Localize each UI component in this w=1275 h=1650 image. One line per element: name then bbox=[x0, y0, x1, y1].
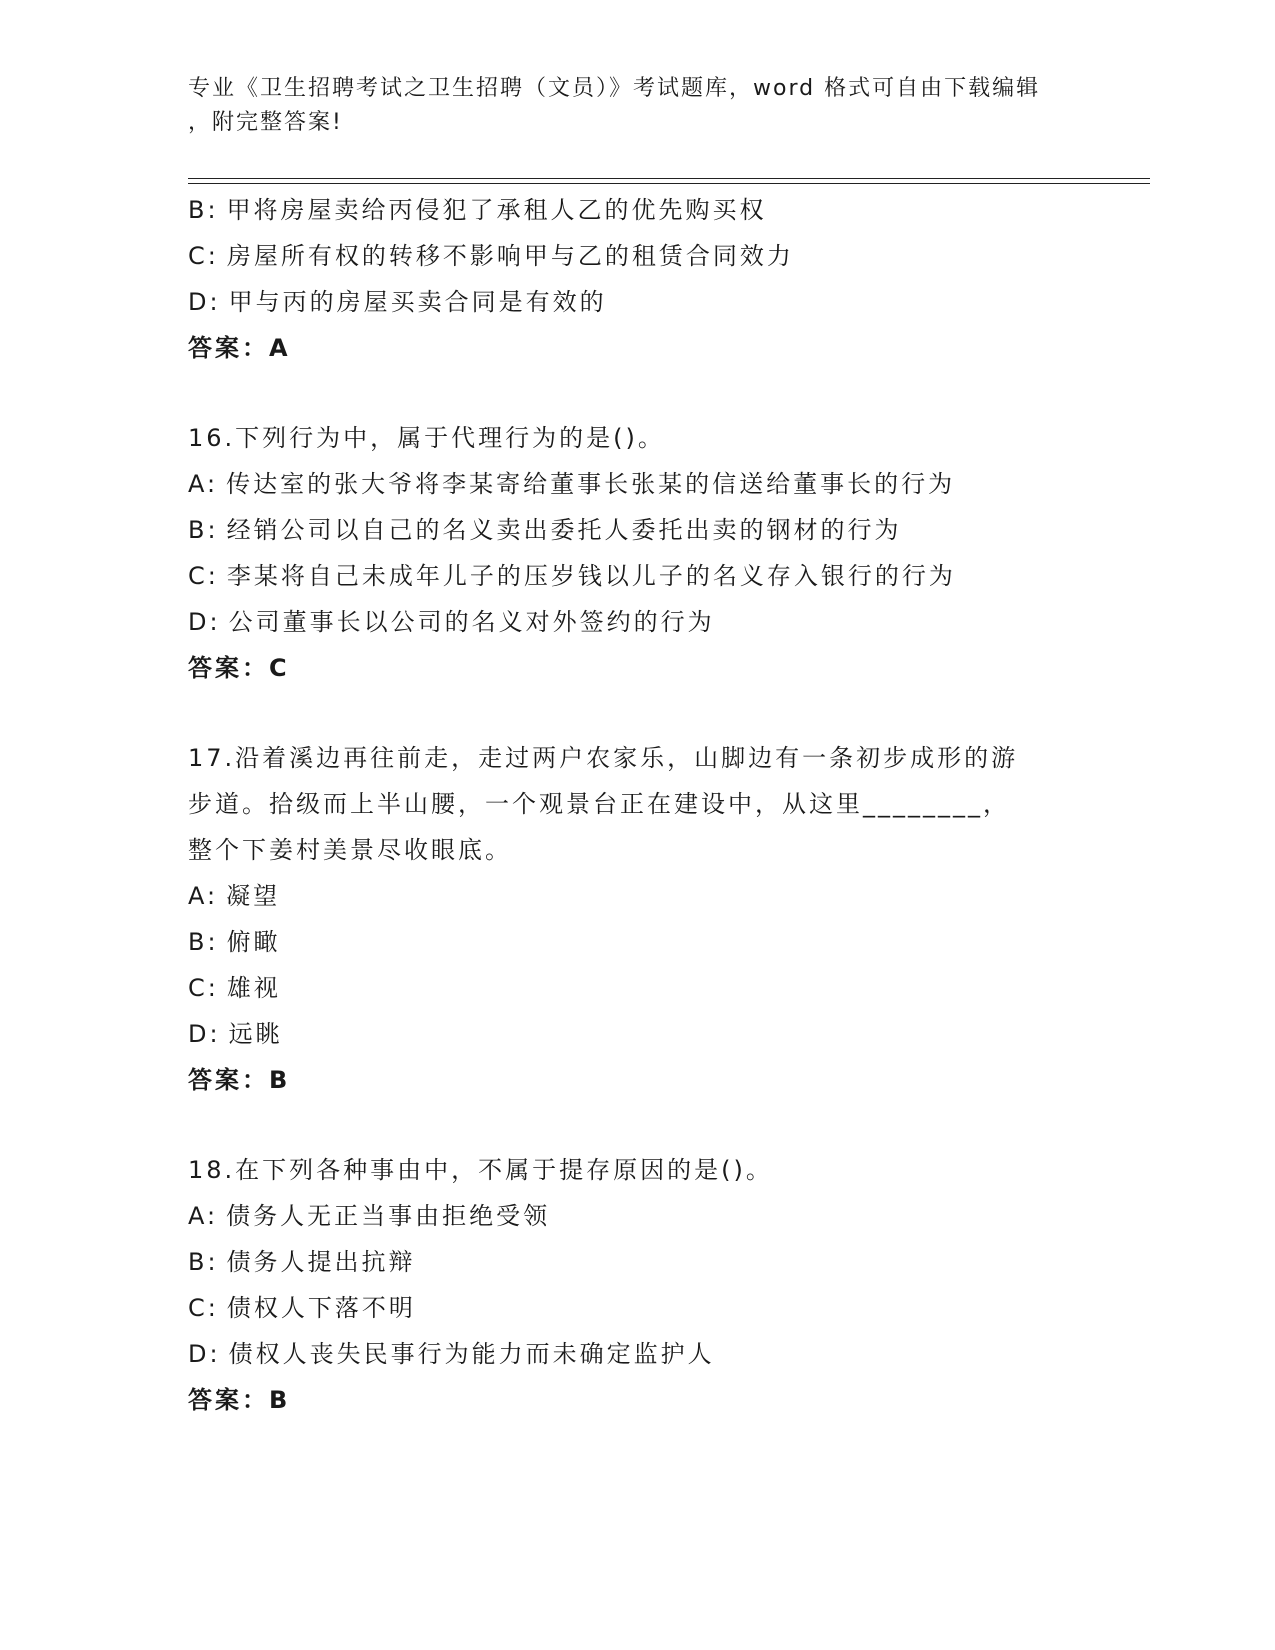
document-header bbox=[188, 72, 1068, 140]
option-d bbox=[188, 599, 1108, 645]
question-content bbox=[188, 187, 1108, 1423]
option-text: 甲将房屋卖给丙侵犯了承租人乙的优先购买权 bbox=[226, 196, 767, 224]
option-label: D: bbox=[188, 1020, 221, 1048]
option-a bbox=[188, 873, 1108, 919]
option-label: C: bbox=[188, 974, 219, 1002]
option-label: D: bbox=[188, 608, 221, 636]
question-stem-line-2: 步道。拾级而上半山腰，一个观景台正在建设中，从这里________， bbox=[188, 790, 1010, 818]
option-b bbox=[188, 507, 1108, 553]
option-a bbox=[188, 461, 1108, 507]
question-stem: 18.在下列各种事由中，不属于提存原因的是()。 bbox=[188, 1156, 773, 1184]
option-label: D: bbox=[188, 1340, 221, 1368]
option-d bbox=[188, 279, 1108, 325]
question-stem-line-1: 17.沿着溪边再往前走，走过两户农家乐，山脚边有一条初步成形的游 bbox=[188, 744, 1019, 772]
option-b bbox=[188, 919, 1108, 965]
header-divider-bottom bbox=[188, 183, 1150, 184]
option-label: B: bbox=[188, 928, 219, 956]
option-text: 债务人无正当事由拒绝受领 bbox=[226, 1202, 551, 1230]
option-text: 债权人下落不明 bbox=[226, 1294, 416, 1322]
option-label: C: bbox=[188, 562, 219, 590]
option-b bbox=[188, 187, 1108, 233]
option-c bbox=[188, 1285, 1108, 1331]
answer-line: 答案：C bbox=[188, 654, 290, 682]
option-c bbox=[188, 233, 1108, 279]
option-label: B: bbox=[188, 196, 219, 224]
option-a bbox=[188, 1193, 1108, 1239]
option-label: A: bbox=[188, 882, 219, 910]
option-text: 雄视 bbox=[226, 974, 281, 1002]
answer-line: 答案：B bbox=[188, 1066, 291, 1094]
answer-line: 答案：B bbox=[188, 1386, 291, 1414]
option-c bbox=[188, 553, 1108, 599]
option-text: 凝望 bbox=[226, 882, 281, 910]
option-d bbox=[188, 1011, 1108, 1057]
question-stem: 16.下列行为中，属于代理行为的是()。 bbox=[188, 424, 665, 452]
spacer bbox=[188, 691, 1108, 735]
option-label: D: bbox=[188, 288, 221, 316]
option-text: 远眺 bbox=[228, 1020, 283, 1048]
option-c bbox=[188, 965, 1108, 1011]
option-text: 传达室的张大爷将李某寄给董事长张某的信送给董事长的行为 bbox=[226, 470, 956, 498]
option-label: B: bbox=[188, 1248, 219, 1276]
spacer bbox=[188, 1103, 1108, 1147]
option-text: 经销公司以自己的名义卖出委托人委托出卖的钢材的行为 bbox=[226, 516, 902, 544]
header-divider-top bbox=[188, 178, 1150, 179]
option-text: 债务人提出抗辩 bbox=[226, 1248, 416, 1276]
question-17 bbox=[188, 735, 1108, 1103]
option-text: 债权人丧失民事行为能力而未确定监护人 bbox=[228, 1340, 715, 1368]
header-line-2: ，附完整答案! bbox=[188, 110, 343, 135]
option-text: 甲与丙的房屋买卖合同是有效的 bbox=[228, 288, 607, 316]
option-text: 房屋所有权的转移不影响甲与乙的租赁合同效力 bbox=[226, 242, 794, 270]
option-b bbox=[188, 1239, 1108, 1285]
option-label: C: bbox=[188, 1294, 219, 1322]
option-label: A: bbox=[188, 1202, 219, 1230]
option-text: 公司董事长以公司的名义对外签约的行为 bbox=[228, 608, 715, 636]
question-16 bbox=[188, 415, 1108, 691]
spacer bbox=[188, 371, 1108, 415]
answer-line: 答案：A bbox=[188, 334, 291, 362]
option-label: C: bbox=[188, 242, 219, 270]
option-label: B: bbox=[188, 516, 219, 544]
header-line-1: 专业《卫生招聘考试之卫生招聘（文员）》考试题库，word 格式可自由下载编辑 bbox=[188, 76, 1041, 101]
option-text: 俯瞰 bbox=[226, 928, 281, 956]
option-text: 李某将自己未成年儿子的压岁钱以儿子的名义存入银行的行为 bbox=[226, 562, 956, 590]
question-stem-line-3: 整个下姜村美景尽收眼底。 bbox=[188, 836, 512, 864]
option-d bbox=[188, 1331, 1108, 1377]
question-15-continuation bbox=[188, 187, 1108, 371]
option-label: A: bbox=[188, 470, 219, 498]
question-18 bbox=[188, 1147, 1108, 1423]
